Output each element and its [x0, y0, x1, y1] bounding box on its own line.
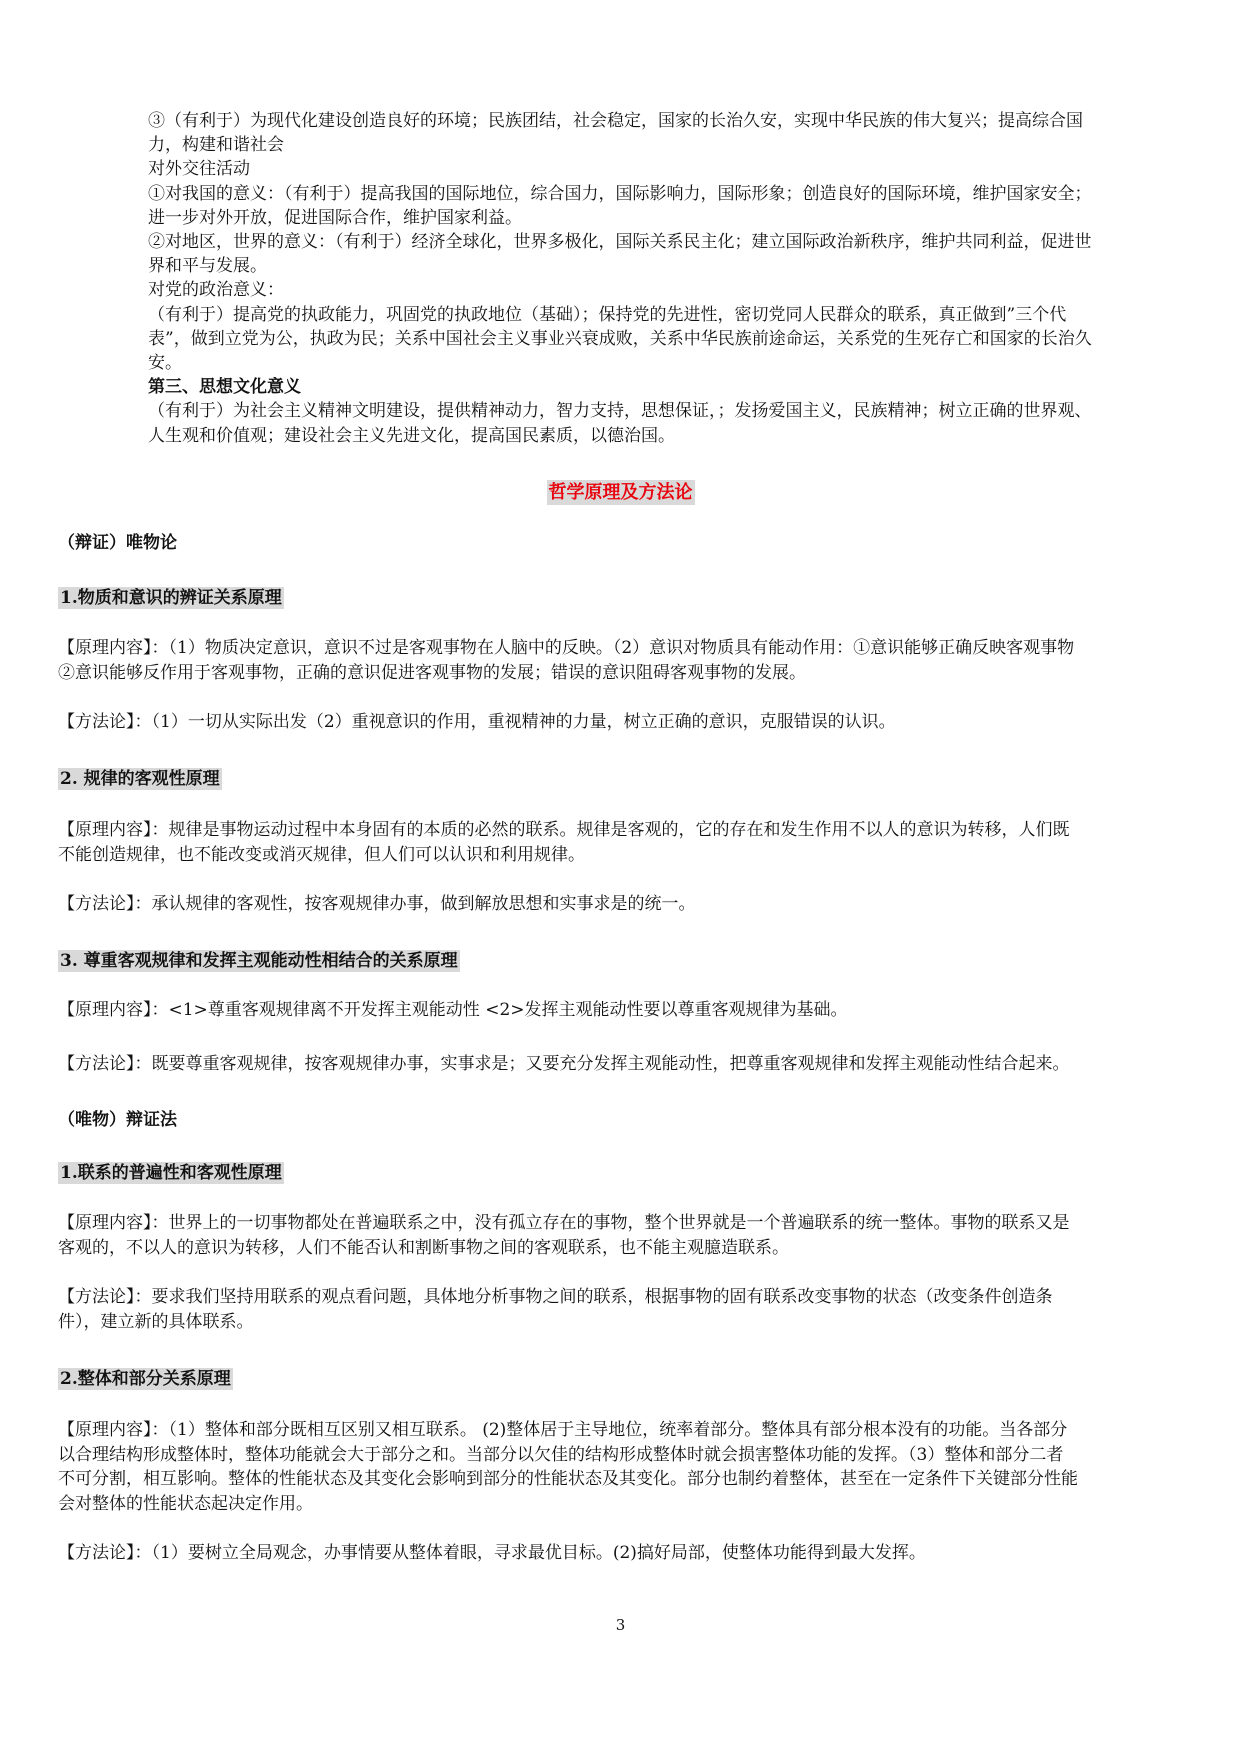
- principle-heading-text: 1.联系的普遍性和客观性原理: [60, 1163, 282, 1183]
- principle-line: 客观的，不以人的意识为转移，人们不能否认和割断事物之间的客观联系，也不能主观臆造联系。: [58, 1237, 789, 1258]
- intro-line: ③（有利于）为现代化建设创造良好的环境；民族团结，社会稳定，国家的长治久安，实现中华民族的伟大复兴；提高综合国: [148, 111, 1083, 131]
- intro-tail-line: （有利于）为社会主义精神文明建设，提供精神动力，智力支持，思想保证，；发扬爱国主义，民族精神；树立正确的世界观、: [148, 401, 1092, 422]
- intro-line: 界和平与发展。: [148, 256, 267, 277]
- intro-line: （有利于）提高党的执政能力，巩固党的执政地位（基础）；保持党的先进性，密切党同人民群众的联系，真正做到”三个代: [148, 304, 1067, 325]
- methodology-line: 【方法论】：（1）一切从实际出发（2）重视意识的作用，重视精神的力量，树立正确的意识，克服错误的认识。: [58, 712, 896, 732]
- intro-tail-line: 人生观和价值观；建设社会主义先进文化，提高国民素质，以德治国。: [148, 425, 675, 446]
- methodology: [58, 1285, 1193, 1334]
- methodology: [58, 710, 1193, 735]
- principle-heading: [58, 946, 460, 971]
- methodology: [58, 1541, 1193, 1566]
- section-title-wrapper: [0, 478, 1241, 504]
- methodology: [58, 1052, 1193, 1077]
- principle-content: [58, 1418, 1193, 1516]
- intro-block: [148, 109, 1193, 448]
- intro-heading: 第三、思想文化意义: [148, 377, 301, 398]
- principle-line: 会对整体的性能状态起决定作用。: [58, 1493, 313, 1514]
- methodology-line: 【方法论】：（1）要树立全局观念，办事情要从整体着眼，寻求最优目标。(2)搞好局部，使整体功能得到最大发挥。: [58, 1543, 926, 1563]
- principle-line: 【原理内容】：（1）整体和部分既相互区别又相互联系。 (2)整体居于主导地位，统率着部分。整体具有部分根本没有的功能。当各部分: [58, 1420, 1068, 1440]
- intro-line: ②对地区，世界的意义：（有利于）经济全球化，世界多极化，国际关系民主化；建立国际政治新秩序，维护共同利益，促进世: [148, 232, 1092, 253]
- methodology-line: 【方法论】：要求我们坚持用联系的观点看问题，具体地分析事物之间的联系，根据事物的固有联系改变事物的状态（改变条件创造条: [58, 1287, 1053, 1307]
- intro-line: 对党的政治意义：: [148, 280, 284, 301]
- intro-line: ①对我国的意义：（有利于）提高我国的国际地位，综合国力，国际影响力，国际形象；创造良好的国际环境，维护国家安全；: [148, 183, 1092, 204]
- category-heading-materialism: （辩证）唯物论: [58, 533, 177, 553]
- principle-line: 【原理内容】：（1）物质决定意识，意识不过是客观事物在人脑中的反映。（2）意识对物质具有能动作用：①意识能够正确反映客观事物: [58, 638, 1075, 658]
- principle-line: 【原理内容】：<1>尊重客观规律离不开发挥主观能动性 <2>发挥主观能动性要以尊重客观规律为基础。: [58, 1000, 848, 1020]
- category-heading-dialectics: （唯物）辩证法: [58, 1110, 177, 1130]
- principle-heading: [58, 583, 284, 608]
- principle-line: ②意识能够反作用于客观事物，正确的意识促进客观事物的发展；错误的意识阻碍客观事物的发展。: [58, 662, 806, 683]
- methodology-line: 件），建立新的具体联系。: [58, 1311, 254, 1332]
- principle-line: 【原理内容】：世界上的一切事物都处在普遍联系之中，没有孤立存在的事物，整个世界就是一个普遍联系的统一整体。事物的联系又是: [58, 1213, 1070, 1233]
- principle-content: [58, 1211, 1193, 1260]
- principle-heading-text: 2.整体和部分关系原理: [60, 1369, 231, 1389]
- principle-content: [58, 818, 1193, 867]
- principle-line: 以合理结构形成整体时，整体功能就会大于部分之和。当部分以欠佳的结构形成整体时就会损害整体功能的发挥。（3）整体和部分二者: [58, 1444, 1064, 1465]
- intro-line: 进一步对外开放，促进国际合作，维护国家利益。: [148, 207, 522, 228]
- intro-line: 安。: [148, 353, 182, 374]
- principle-heading: [58, 1158, 284, 1183]
- methodology-line: 【方法论】：既要尊重客观规律，按客观规律办事，实事求是；又要充分发挥主观能动性，把尊重客观规律和发挥主观能动性结合起来。: [58, 1054, 1070, 1074]
- principle-line: 【原理内容】：规律是事物运动过程中本身固有的本质的必然的联系。规律是客观的，它的存在和发生作用不以人的意识为转移，人们既: [58, 820, 1070, 840]
- principle-heading-text: 2. 规律的客观性原理: [60, 769, 220, 789]
- methodology-line: 【方法论】：承认规律的客观性，按客观规律办事，做到解放思想和实事求是的统一。: [58, 894, 696, 914]
- intro-line: 对外交往活动: [148, 159, 250, 180]
- principle-line: 不可分割，相互影响。整体的性能状态及其变化会影响到部分的性能状态及其变化。部分也制约着整体，甚至在一定条件下关键部分性能: [58, 1469, 1078, 1489]
- principle-heading: [58, 1364, 233, 1389]
- intro-line: 表”，做到立党为公，执政为民；关系中国社会主义事业兴衰成败，关系中华民族前途命运，关系党的生死存亡和国家的长治久: [148, 328, 1092, 349]
- principle-heading-text: 3. 尊重客观规律和发挥主观能动性相结合的关系原理: [60, 951, 458, 971]
- principle-heading-text: 1.物质和意识的辨证关系原理: [60, 588, 282, 608]
- principle-line: 不能创造规律，也不能改变或消灭规律，但人们可以认识和利用规律。: [58, 844, 585, 865]
- section-title: 哲学原理及方法论: [548, 482, 693, 503]
- principle-content: [58, 998, 1193, 1023]
- intro-line: 力，构建和谐社会: [148, 135, 284, 156]
- page-number: 3: [615, 1616, 626, 1634]
- methodology: [58, 892, 1193, 917]
- principle-heading: [58, 764, 222, 789]
- principle-content: [58, 636, 1193, 685]
